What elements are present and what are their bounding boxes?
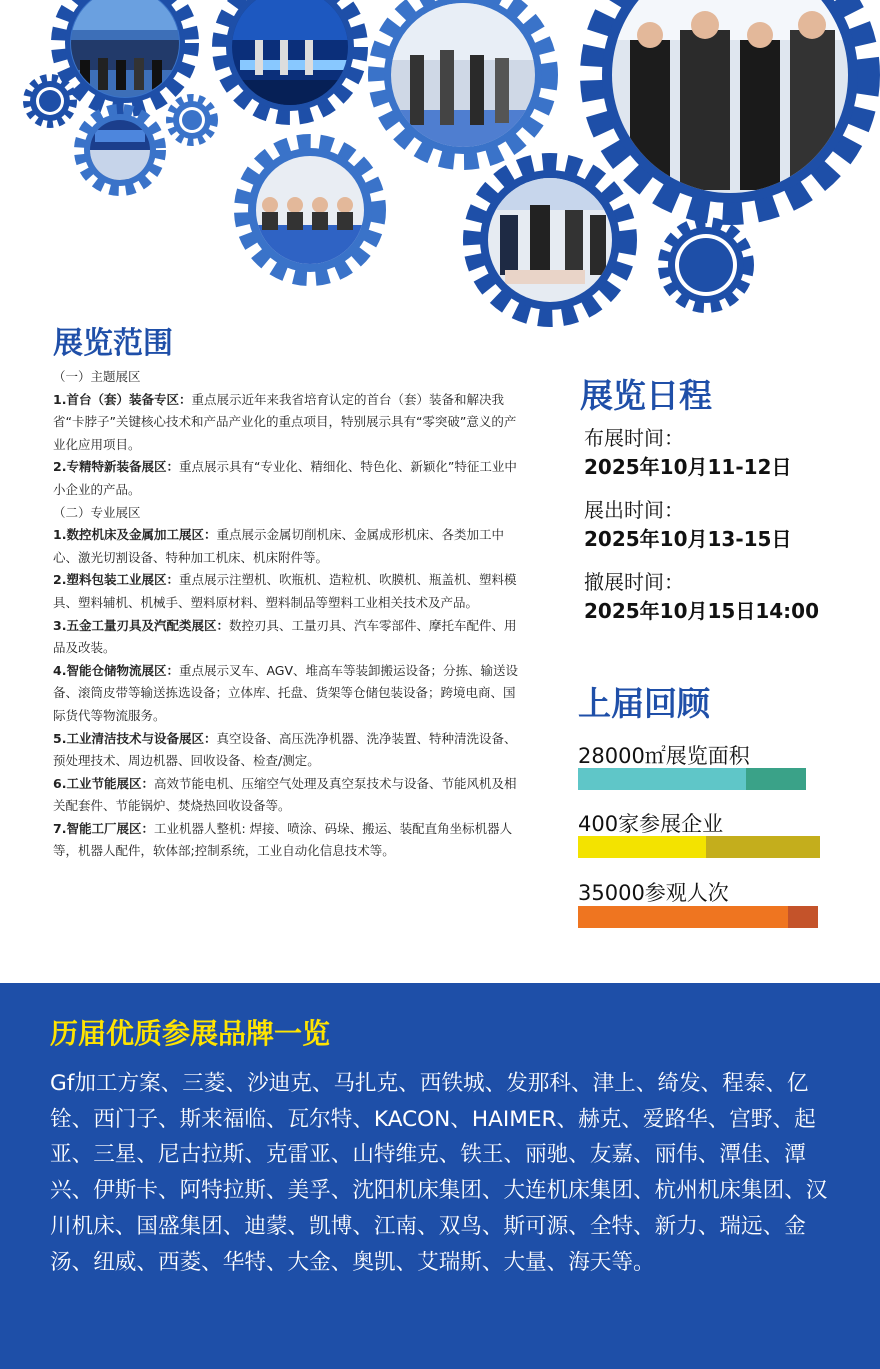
schedule-show bbox=[584, 496, 791, 554]
scope-item-body: 数控刃具、工量刃具、汽车零部件、摩托车配件、用品及改装。 bbox=[53, 617, 517, 656]
scope-item bbox=[53, 569, 523, 614]
scope-item bbox=[53, 728, 523, 773]
scope-part1-heading: （一）主题展区 bbox=[53, 369, 141, 384]
scope-item bbox=[53, 773, 523, 818]
scope-item-head: 1.数控机床及金属加工展区： bbox=[53, 527, 217, 543]
small-gear-mid bbox=[170, 98, 214, 142]
scope-item-body: 真空设备、高压洗净机器、洗净装置、特种清洗设备、预处理技术、周边机器、回收设备、检查/测定。 bbox=[53, 730, 517, 769]
scope-item-head: 2.塑料包装工业展区： bbox=[53, 572, 179, 588]
scope-part2-heading: （二）专业展区 bbox=[53, 504, 141, 520]
scope-item-body: 重点展示金属切削机床、金属成形机床、各类加工中心、激光切割设备、特种加工机床、机床附件等。 bbox=[53, 527, 504, 565]
schedule-label: 展出时间： bbox=[584, 498, 684, 522]
stat-area-bar-end bbox=[746, 768, 806, 790]
small-gear-left bbox=[27, 78, 73, 124]
scope-item-body: 重点展示叉车、AGV、堆高车等装卸搬运设备；分拣、输送设备、滚筒皮带等输送拣选设备；立体库、托盘、货架等仓储包装设备；跨境电商、国际货代等物流服务。 bbox=[53, 662, 519, 723]
small-gear-right bbox=[664, 223, 748, 307]
stat-visitors-bar bbox=[578, 906, 788, 928]
brands-list: Gf加工方案、三菱、沙迪克、马扎克、西铁城、发那科、津上、绮发、程泰、亿铨、西门子、斯来福临、瓦尔特、KACON、HAIMER、赫克、爱路华、宫野、起亚、三星、尼古拉斯、克雷亚、山特维克、铁王、丽驰、友嘉、丽伟、潭佳、潭兴、伊斯卡、阿特拉斯、美孚、沈阳机床集团、大连机床集团、杭州机床集团、汉川机床、国盛集团、迪蒙、凯博、江南、双鸟、斯可源、全特、新力、瑞远、金汤、纽威、西菱、华特、大金、奥凯、艾瑞斯、大量、海天等。 bbox=[50, 1071, 828, 1275]
scope-item-body: 工业机器人整机: 焊接、喷涂、码垛、搬运、装配直角坐标机器人等，机器人配件，软体部;控制系统，工业自动化信息技术等。 bbox=[53, 820, 513, 859]
schedule-value: 2025年10月13-15日 bbox=[584, 527, 792, 551]
scope-item bbox=[53, 660, 523, 728]
scope-item-head: 6.工业节能展区： bbox=[53, 775, 154, 791]
scope-item-head: 3.五金工量刃具及汽配类展区： bbox=[53, 617, 229, 633]
schedule-teardown bbox=[584, 568, 819, 626]
scope-item-head: 2.专精特新装备展区： bbox=[53, 459, 179, 475]
schedule-value: 2025年10月11-12日 bbox=[584, 455, 792, 479]
scope-item-body: 重点展示近年来我省培育认定的首台（套）装备和解决我省“卡脖子”关键核心技术和产品产业化的重点项目，特别展示具有“零突破”意义的产业化应用项目。 bbox=[53, 391, 517, 452]
scope-item bbox=[53, 524, 523, 569]
schedule-label: 撤展时间： bbox=[584, 570, 684, 594]
scope-content bbox=[53, 366, 523, 863]
stat-area-label: 28000㎡展览面积 bbox=[578, 744, 750, 768]
stat-area-bar bbox=[578, 768, 746, 790]
review-title: 上届回顾 bbox=[578, 684, 710, 723]
stat-exhibitors-bar bbox=[578, 836, 706, 858]
stat-exhibitors-bar-end bbox=[706, 836, 820, 858]
scope-item-head: 4.智能仓储物流展区： bbox=[53, 662, 179, 678]
scope-item bbox=[53, 389, 523, 457]
scope-item-head: 5.工业清洁技术与设备展区： bbox=[53, 730, 217, 746]
stat-exhibitors-label: 400家参展企业 bbox=[578, 812, 724, 836]
brands-title: 历届优质参展品牌一览 bbox=[50, 1017, 331, 1050]
scope-title: 展览范围 bbox=[53, 326, 173, 361]
scope-item-body: 高效节能电机、压缩空气处理及真空泵技术与设备、节能风机及相关配套件、节能锅炉、焚烧热回收设备等。 bbox=[53, 775, 517, 814]
scope-item-head: 1.首台（套）装备专区： bbox=[53, 391, 192, 407]
scope-item bbox=[53, 615, 523, 660]
schedule-setup bbox=[584, 424, 791, 482]
scope-item bbox=[53, 456, 523, 501]
scope-item-body: 重点展示具有“专业化、精细化、特色化、新颖化”特征工业中小企业的产品。 bbox=[53, 459, 517, 497]
schedule-title: 展览日程 bbox=[580, 376, 712, 415]
scope-item bbox=[53, 818, 523, 863]
scope-item-head: 7.智能工厂展区： bbox=[53, 820, 154, 836]
stat-visitors-bar-end bbox=[788, 906, 818, 928]
stat-visitors-label: 35000参观人次 bbox=[578, 881, 729, 905]
gear-collage bbox=[0, 0, 880, 330]
schedule-label: 布展时间： bbox=[584, 426, 684, 450]
schedule-value: 2025年10月15日14:00 bbox=[584, 599, 819, 623]
scope-item-body: 重点展示注塑机、吹瓶机、造粒机、吹膜机、瓶盖机、塑料模具、塑料辅机、机械手、塑料原材料、塑料制品等塑料工业相关技术及产品。 bbox=[53, 572, 517, 610]
